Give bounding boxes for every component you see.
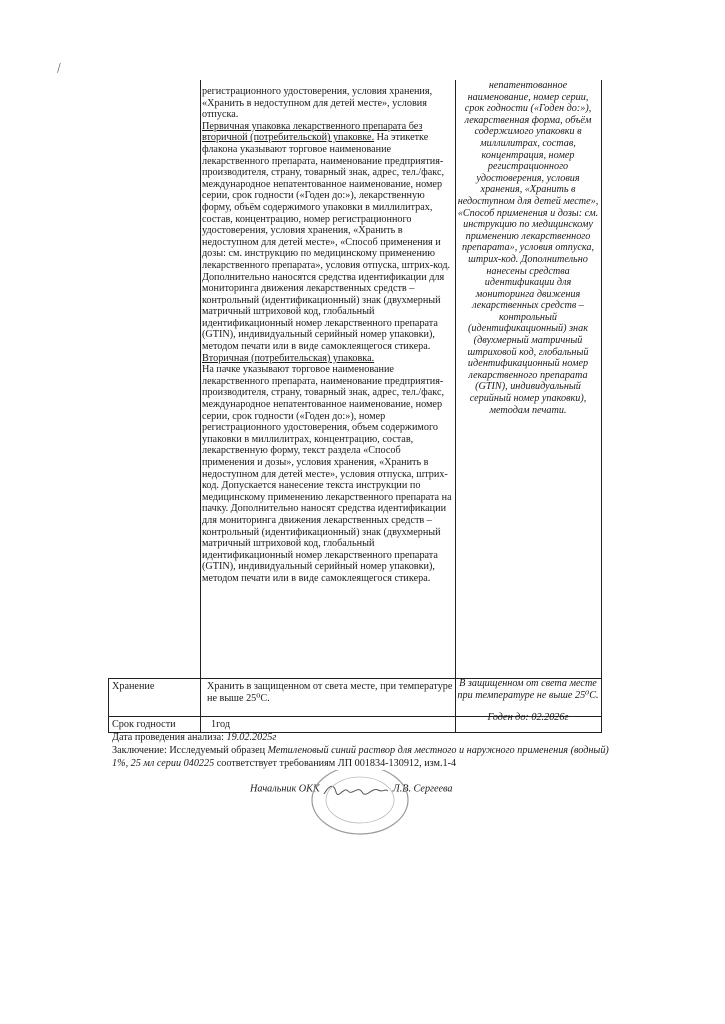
conclusion-tail: соответствует требованиям ЛП 001834-130912, изм.1-4 xyxy=(214,758,457,769)
packaging-result: непатентованное наименование, номер серии, срок годности («Годен до:»), лекарственная форма, объём содержимого упаковки в миллилитрах, состав, концентрация, номер регистрационного удостоверения, условия хранения, «Хранить в недоступном для детей месте», «Способ применения и дозы: см. инструкцию по медицинскому применению лекарственного препарата», условия отпуска, штрих-код. Дополнительно нанесены средства идентификации для мониторинга движения лекарственных средств – контрольный (идентификационный) знак (двухмерный матричный штриховой код, глобальный идентификационный номер лекарственного препарата (GTIN), индивидуальный серийный номер упаковки), методам печати. xyxy=(457,80,599,416)
conclusion-label: Заключение: Исследуемый образец xyxy=(112,745,268,756)
shelf-life-result: Годен до: 02.2026г xyxy=(487,712,569,723)
column-divider-1 xyxy=(200,80,201,732)
storage-result: В защищенном от света месте при температуре не выше 25⁰С. xyxy=(457,678,599,701)
primary-packaging-text: На этикетке флакона указывают торговое наименование лекарственного препарата, наименование предприятия-производителя, страну, товарный знак, адрес, тел./факс, международное непатентованное наименование, номер серии, срок годности («Годен до:»), лекарственную форму, объём содержимого упаковки в миллилитрах, состав, концентрацию, номер регистрационного удостоверения, условия хранения, «Хранить в недоступном для детей месте», «Способ применения и дозы: см. инструкцию по медицинскому применению лекарственного препарата», условия отпуска, штрих-код. Дополнительно наносятся средства идентификации для мониторинга движения лекарственных средств – контрольный (идентификационный) знак (двухмерный матричный штриховой код, глобальный идентификационный номер лекарственного препарата (GTIN), индивидуальный серийный номер упаковки), методом печати или в виде самоклеящегося стикера. xyxy=(202,132,451,353)
primary-packaging-heading: Первичная упаковка лекарственного препарата без вторичной (потребительской) упаковке. xyxy=(202,120,423,144)
corner-mark: ⁄ xyxy=(55,60,63,75)
table-border-right xyxy=(601,80,602,732)
spec-table xyxy=(108,80,602,733)
signer-name: Л.В. Сергеева xyxy=(392,783,453,795)
column-divider-2 xyxy=(455,80,456,732)
signer-title: Начальник ОКК xyxy=(250,783,320,795)
primary-packaging xyxy=(202,121,454,353)
stamp-seal-icon xyxy=(300,770,420,840)
shelf-life-label: Срок годности xyxy=(112,719,176,730)
storage-requirement: Хранить в защищенном от света месте, при температуре не выше 25⁰С. xyxy=(207,681,453,704)
conclusion xyxy=(112,744,612,770)
conclusion-product: Метиленовый синий раствор для местного и наружного применения (водный) 1%, 25 мл серии 040225 xyxy=(112,745,609,769)
analysis-date xyxy=(112,731,276,744)
registration-text: регистрационного удостоверения, условия хранения, «Хранить в недоступном для детей месте», условия отпуска. xyxy=(202,86,433,121)
secondary-packaging-heading: Вторичная (потребительская) упаковка. xyxy=(202,352,375,364)
storage-label: Хранение xyxy=(112,681,155,692)
analysis-date-label: Дата проведения анализа: xyxy=(112,732,227,743)
shelf-life-requirement: 1год xyxy=(211,719,231,730)
analysis-date-value: 19.02.2025г xyxy=(226,732,277,743)
table-border-left xyxy=(108,678,109,732)
secondary-packaging-text: На пачке указывают торговое наименование лекарственного препарата, наименование предприятия-производителя, страну, товарный знак, адрес, тел./факс, международное непатентованное наименование, номер серии, срок годности («Годен до:»), номер регистрационного удостоверения, объем содержимого упаковки в миллилитрах, концентрацию, состав, лекарственную форму, текст раздела «Способ применения и дозы», условия хранения, «Хранить в недоступном для детей месте», условия отпуска, штрих-код. Допускается нанесение текста инструкции по медицинскому применению лекарственного препарата на пачку. Дополнительно наносят средства идентификации для мониторинга движения лекарственных средств – контрольный (идентификационный) знак (двухмерный матричный штриховой код, глобальный идентификационный номер лекарственного препарата (GTIN), индивидуальный серийный номер упаковки), методом печати или в виде самоклеящегося стикера. xyxy=(202,364,452,584)
packaging-requirements xyxy=(202,86,454,585)
